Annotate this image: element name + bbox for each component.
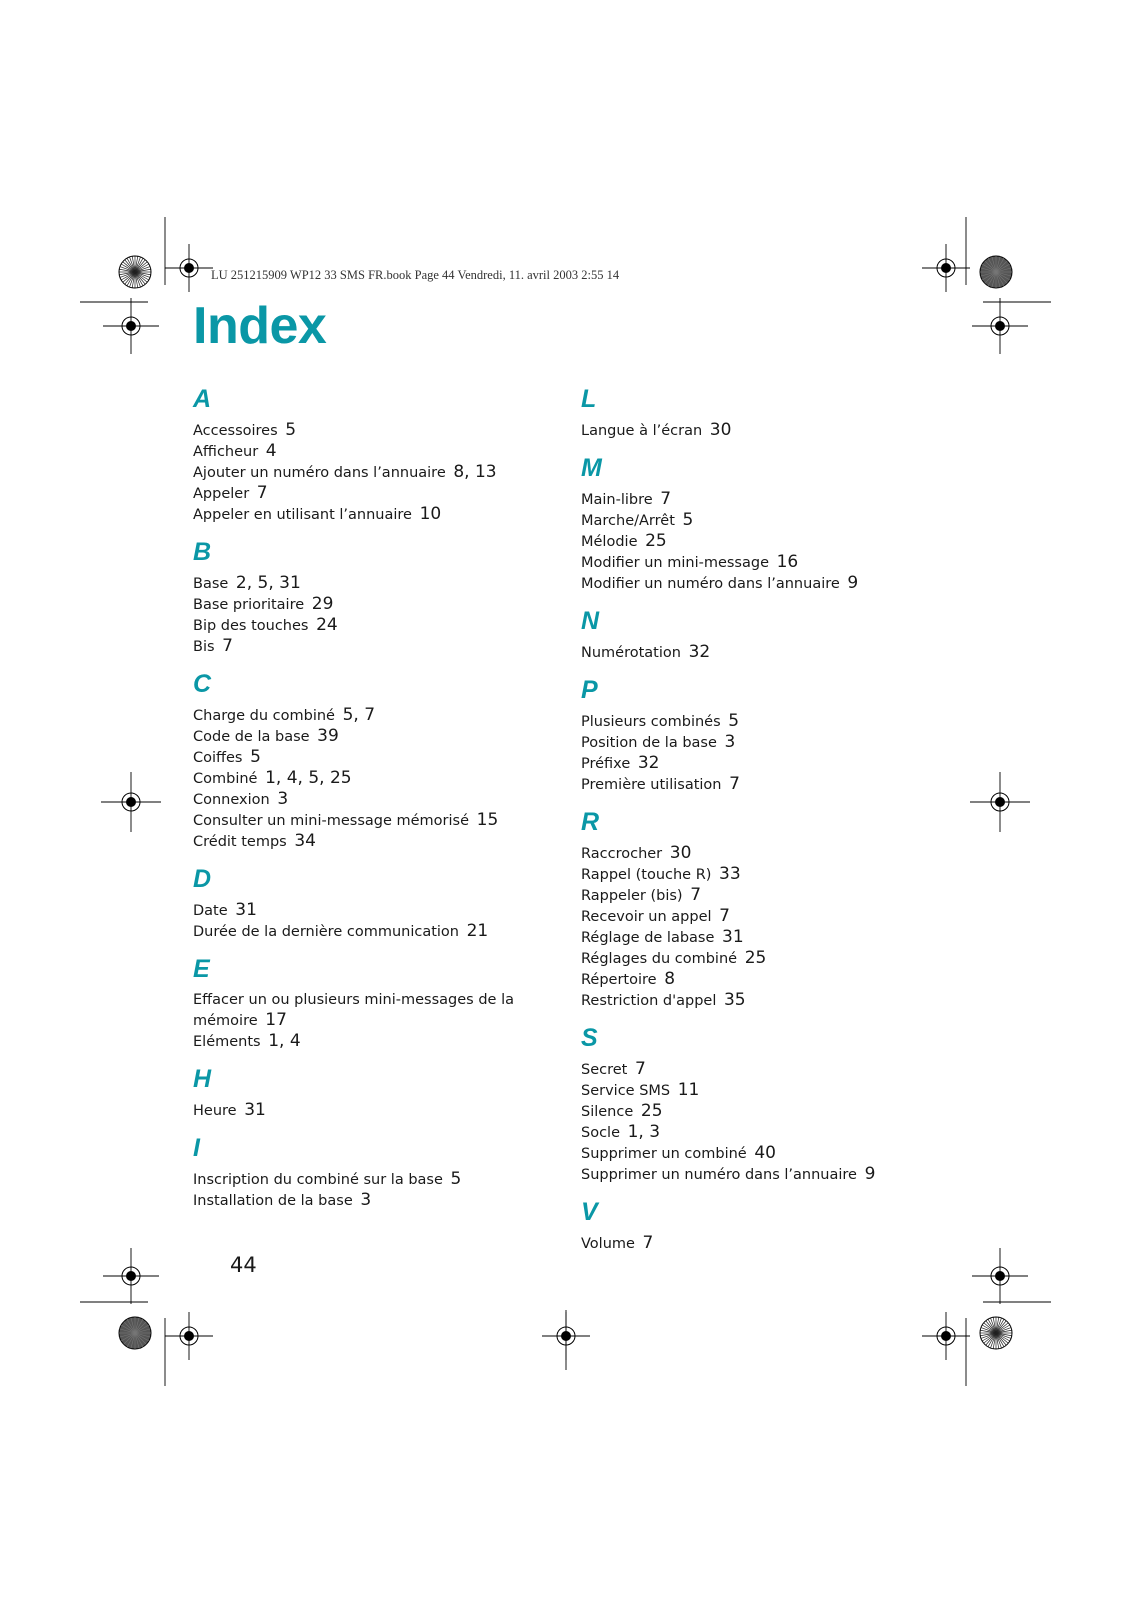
index-entry [193, 462, 563, 483]
section-letter: N [581, 607, 600, 635]
entry-page-numbers: 33 [719, 864, 741, 884]
entry-term: Plusieurs combinés [581, 714, 721, 730]
entry-term: Base prioritaire [193, 597, 305, 613]
section-letter: M [581, 454, 602, 482]
registration-mark [970, 772, 1030, 832]
entry-page-numbers: 3 [724, 732, 736, 752]
index-entry [581, 843, 951, 864]
entry-term: Recevoir un appel [581, 909, 712, 925]
registration-mark [103, 1248, 159, 1304]
entry-page-numbers: 15 [476, 810, 499, 830]
entry-page-numbers: 31 [235, 900, 257, 920]
index-entry [193, 990, 563, 1031]
index-entry [581, 552, 951, 573]
index-section [193, 1133, 563, 1211]
entry-page-numbers: 7 [729, 774, 740, 794]
entry-term: Raccrocher [581, 846, 663, 862]
index-entry [193, 768, 563, 789]
index-entry [581, 774, 951, 795]
entry-term: Mélodie [581, 534, 638, 550]
entry-page-numbers: 21 [466, 921, 489, 941]
index-entry [193, 1031, 563, 1052]
index-entry [581, 1101, 951, 1122]
index-entry [193, 1190, 563, 1211]
entry-page-numbers: 39 [317, 726, 339, 746]
entry-term: Restriction d'appel [581, 993, 717, 1009]
entry-term: Combiné [193, 771, 258, 787]
entry-page-numbers: 11 [677, 1080, 700, 1100]
section-letter: S [581, 1024, 598, 1052]
entry-term: Accessoires [193, 423, 278, 439]
index-entry [581, 489, 951, 510]
entry-page-numbers: 31 [244, 1100, 266, 1120]
entry-term: Langue à l’écran [581, 423, 703, 439]
index-entry [193, 705, 563, 726]
entry-term: Appeler en utilisant l’annuaire [193, 507, 412, 523]
entry-page-numbers: 1, 3 [627, 1122, 661, 1142]
index-entry [581, 732, 951, 753]
index-entry [581, 1164, 951, 1185]
entry-page-numbers: 30 [709, 420, 732, 440]
entry-term: Silence [581, 1104, 634, 1120]
entry-term: Appeler [193, 486, 250, 502]
registration-mark [972, 298, 1028, 354]
page-number: 44 [230, 1253, 257, 1277]
entry-page-numbers: 5 [450, 1169, 462, 1189]
index-section [581, 384, 951, 441]
index-entry [193, 1169, 563, 1190]
section-letter: V [581, 1198, 598, 1226]
entry-term: Répertoire [581, 972, 657, 988]
registration-mark [972, 1248, 1028, 1304]
entry-page-numbers: 7 [642, 1233, 654, 1253]
entry-page-numbers: 7 [660, 489, 672, 509]
index-entry [193, 594, 563, 615]
entry-page-numbers: 10 [419, 504, 442, 524]
entry-page-numbers: 8, 13 [453, 462, 497, 482]
entry-term: Code de la base [193, 729, 310, 745]
index-entry [193, 636, 563, 657]
gray-disc-mark [980, 256, 1012, 288]
section-letter: H [193, 1065, 212, 1093]
index-entry [193, 573, 563, 594]
section-letter: P [581, 676, 598, 704]
index-entry [193, 921, 563, 942]
entry-term: Modifier un mini-message [581, 555, 769, 571]
index-entry [193, 615, 563, 636]
entry-page-numbers: 8 [664, 969, 676, 989]
entry-page-numbers: 7 [719, 906, 730, 926]
index-section [193, 864, 563, 942]
entry-page-numbers: 7 [256, 483, 268, 503]
section-letter: E [193, 955, 210, 983]
section-letter: C [193, 670, 212, 698]
index-entry [581, 753, 951, 774]
entry-page-numbers: 3 [277, 789, 289, 809]
entry-term: Position de la base [581, 735, 717, 751]
print-header-line: LU 251215909 WP12 33 SMS FR.book Page 44 Vendredi, 11. avril 2003 2:55 14 [211, 268, 620, 282]
index-entry [193, 483, 563, 504]
entry-term: Préfixe [581, 756, 631, 772]
section-letter: A [193, 385, 212, 413]
index-entry [581, 1080, 951, 1101]
entry-page-numbers: 5 [682, 510, 694, 530]
entry-term: Connexion [193, 792, 270, 808]
entry-term: Inscription du combiné sur la base [193, 1172, 443, 1188]
entry-term: Heure [193, 1103, 237, 1119]
section-letter: B [193, 538, 212, 566]
entry-page-numbers: 32 [688, 642, 711, 662]
entry-term: Bip des touches [193, 618, 309, 634]
entry-term: Rappel (touche R) [581, 867, 712, 883]
entry-term: Rappeler (bis) [581, 888, 683, 904]
entry-term: Coiffes [193, 750, 243, 766]
page-title: Index [193, 297, 327, 355]
index-entry [193, 900, 563, 921]
entry-term: Numérotation [581, 645, 681, 661]
registration-mark [165, 1312, 213, 1360]
entry-page-numbers: 5, 7 [342, 705, 376, 725]
registration-mark [103, 298, 159, 354]
index-entry [581, 510, 951, 531]
index-entry [581, 711, 951, 732]
entry-page-numbers: 3 [360, 1190, 372, 1210]
entry-term: Supprimer un numéro dans l’annuaire [581, 1167, 857, 1183]
registration-mark [922, 244, 970, 292]
entry-term: Base [193, 576, 229, 592]
index-entry [193, 831, 563, 852]
index-entry [581, 531, 951, 552]
index-entry [193, 789, 563, 810]
entry-page-numbers: 25 [640, 1101, 663, 1121]
index-entry [581, 1059, 951, 1080]
entry-term: Consulter un mini-message mémorisé [193, 813, 470, 829]
entry-page-numbers: 7 [634, 1059, 646, 1079]
entry-term: Modifier un numéro dans l’annuaire [581, 576, 840, 592]
index-entry [581, 906, 951, 927]
entry-term: Afficheur [193, 444, 259, 460]
entry-term: Main-libre [581, 492, 653, 508]
entry-page-numbers: 2, 5, 31 [235, 573, 301, 593]
entry-term: Réglages du combiné [581, 951, 738, 967]
index-entry [193, 504, 563, 525]
entry-page-numbers: 30 [669, 843, 692, 863]
section-letter: R [581, 808, 600, 836]
entry-term: Service SMS [581, 1083, 671, 1099]
entry-page-numbers: 5 [285, 420, 297, 440]
registration-mark [101, 772, 161, 832]
starburst-mark [119, 256, 151, 288]
index-entry [193, 810, 563, 831]
starburst-mark [980, 1317, 1012, 1349]
index-section [193, 1064, 563, 1121]
entry-term: Socle [581, 1125, 620, 1141]
entry-term: Secret [581, 1062, 628, 1078]
index-entry [193, 726, 563, 747]
index-entry [581, 864, 951, 885]
entry-page-numbers: 17 [265, 1010, 287, 1030]
entry-page-numbers: 7 [222, 636, 233, 656]
index-section [581, 606, 951, 663]
index-entry [581, 969, 951, 990]
entry-page-numbers: 5 [250, 747, 261, 767]
entry-term: Installation de la base [193, 1193, 353, 1209]
entry-page-numbers: 16 [776, 552, 799, 572]
index-entry [581, 1122, 951, 1143]
entry-term: Volume [581, 1236, 635, 1252]
entry-term: Date [193, 903, 228, 919]
index-section [193, 537, 563, 657]
registration-mark [165, 244, 213, 292]
index-section [581, 807, 951, 1011]
index-section [581, 675, 951, 795]
entry-page-numbers: 1, 4, 5, 25 [265, 768, 352, 788]
index-entry [193, 420, 563, 441]
index-section [193, 669, 563, 852]
entry-page-numbers: 31 [722, 927, 744, 947]
entry-term: Durée de la dernière communication [193, 924, 459, 940]
entry-term: Première utilisation [581, 777, 722, 793]
index-entry [193, 747, 563, 768]
entry-page-numbers: 9 [847, 573, 859, 593]
entry-page-numbers: 32 [637, 753, 660, 773]
entry-term: Réglage de labase [581, 930, 715, 946]
gray-disc-mark [119, 1317, 151, 1349]
entry-page-numbers: 5 [728, 711, 740, 731]
index-entry [581, 927, 951, 948]
entry-term: Eléments [193, 1034, 261, 1050]
entry-term: Marche/Arrêt [581, 513, 675, 529]
entry-page-numbers: 40 [754, 1143, 776, 1163]
entry-term: Bis [193, 639, 215, 655]
entry-page-numbers: 35 [723, 990, 746, 1010]
entry-page-numbers: 24 [316, 615, 338, 635]
index-section [581, 453, 951, 594]
entry-page-numbers: 9 [864, 1164, 876, 1184]
index-entry [193, 1100, 563, 1121]
index-entry [581, 1143, 951, 1164]
index-entry [581, 990, 951, 1011]
section-letter: D [193, 865, 212, 893]
index-entry [581, 642, 951, 663]
index-entry [581, 948, 951, 969]
entry-page-numbers: 4 [265, 441, 277, 461]
registration-mark [922, 1312, 970, 1360]
index-entry [581, 573, 951, 594]
entry-page-numbers: 34 [294, 831, 316, 851]
index-column-right [581, 384, 951, 1266]
index-section [581, 1197, 951, 1254]
index-section [193, 954, 563, 1052]
index-entry [581, 885, 951, 906]
entry-page-numbers: 1, 4 [268, 1031, 301, 1051]
entry-page-numbers: 25 [645, 531, 667, 551]
index-column-left [193, 384, 563, 1223]
entry-term: Charge du combiné [193, 708, 335, 724]
section-letter: L [581, 385, 597, 413]
entry-term: Supprimer un combiné [581, 1146, 747, 1162]
entry-page-numbers: 25 [744, 948, 767, 968]
entry-term: Effacer un ou plusieurs mini-messages de la mémoire [193, 992, 514, 1029]
index-section [581, 1023, 951, 1185]
index-entry [581, 420, 951, 441]
section-letter: I [193, 1134, 200, 1162]
entry-term: Crédit temps [193, 834, 287, 850]
entry-term: Ajouter un numéro dans l’annuaire [193, 465, 446, 481]
index-entry [193, 441, 563, 462]
entry-page-numbers: 29 [311, 594, 334, 614]
index-section [193, 384, 563, 525]
entry-page-numbers: 7 [690, 885, 702, 905]
index-entry [581, 1233, 951, 1254]
